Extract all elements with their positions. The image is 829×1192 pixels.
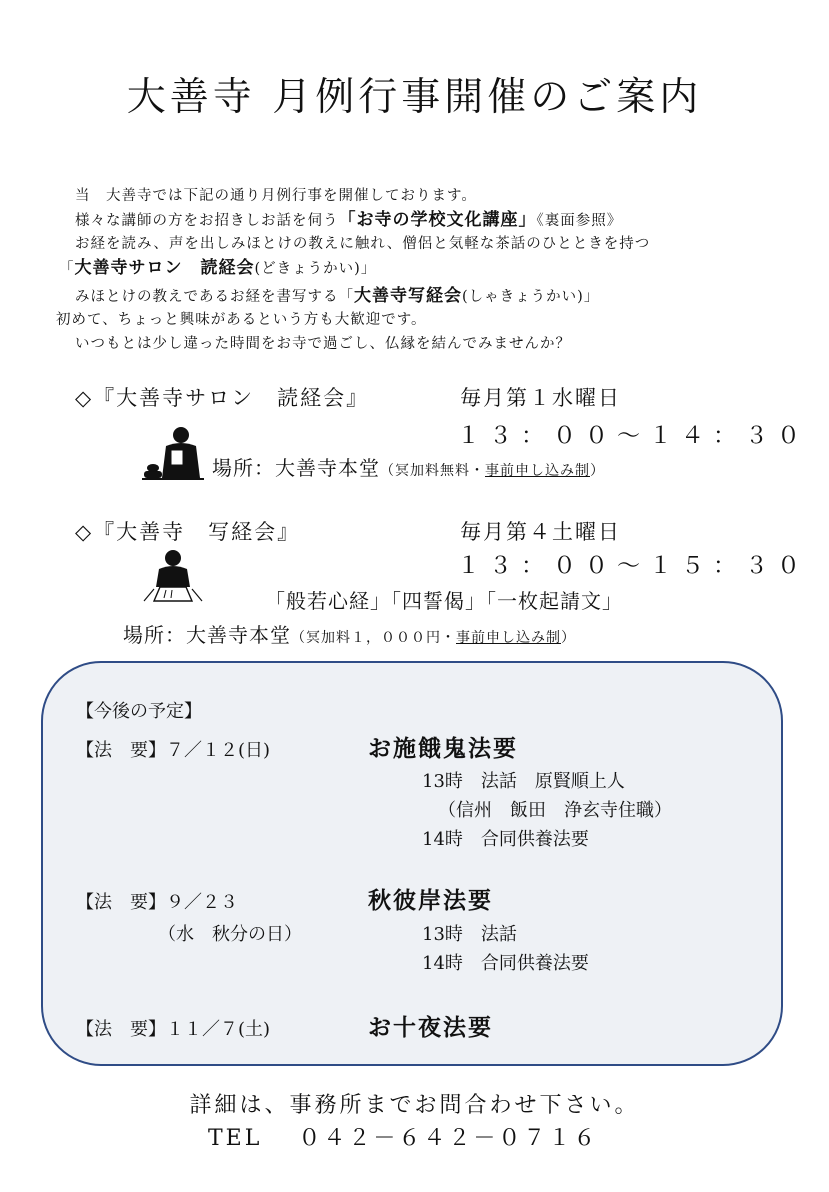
page-title: 大善寺 月例行事開催のご案内 xyxy=(126,75,703,120)
event-2-name: ◇『大善寺 写経会』 xyxy=(75,520,301,544)
intro-line-4 xyxy=(59,256,376,281)
intro-line-7: いつもとは少し違った時間をお寺で過ごし、仏縁を結んでみませんか？ xyxy=(75,336,571,352)
intro-line-4-c: (どきょうかい)」 xyxy=(254,261,377,277)
event-1-time: １３：００～１４：３０ xyxy=(457,423,809,449)
schedule-1-detail-2: （信州 飯田 浄玄寺住職） xyxy=(438,800,672,821)
event-2-time: １３：００～１５：３０ xyxy=(457,553,809,579)
event-2-place-label: 場所：大善寺本堂 xyxy=(123,623,291,647)
footer-contact: 詳細は、事務所までお問合わせ下さい。 xyxy=(189,1093,640,1118)
footer-tel-label: TEL xyxy=(208,1126,263,1151)
intro-line-3: お経を読み、声を出しみほとけの教えに触れ、僧侶と気軽な茶話のひとときを持つ xyxy=(75,236,651,252)
schedule-2-label: 【法 要】９／２３ xyxy=(76,892,238,913)
event-1-day: 毎月第１水曜日 xyxy=(460,386,621,410)
footer-tel xyxy=(208,1121,598,1152)
event-1-note-a: （冥加料無料・ xyxy=(380,463,485,479)
schedule-2-title: 秋彼岸法要 xyxy=(368,887,493,914)
event-1-note-c: ） xyxy=(590,463,605,479)
event-1-note-b: 事前申し込み制 xyxy=(485,463,590,479)
schedule-3-title: お十夜法要 xyxy=(368,1014,493,1041)
event-1-place-label: 場所：大善寺本堂 xyxy=(212,456,380,480)
schedule-1-detail-3: 14時 合同供養法要 xyxy=(422,829,589,850)
schedule-2-sub: （水 秋分の日） xyxy=(158,924,302,945)
sutra-copying-person-icon xyxy=(140,549,206,605)
schedule-3-label: 【法 要】１１／７(土) xyxy=(76,1019,271,1040)
schedule-2-detail-2: 14時 合同供養法要 xyxy=(422,953,589,974)
event-2-place xyxy=(123,619,576,648)
event-2-note-c: ） xyxy=(561,630,576,646)
intro-line-1: 当 大善寺では下記の通り月例行事を開催しております。 xyxy=(75,188,477,204)
event-1-place xyxy=(212,452,605,481)
intro-line-2 xyxy=(75,208,622,233)
intro-line-4-a: 「 xyxy=(59,261,75,277)
schedule-1-title: お施餓鬼法要 xyxy=(368,735,518,762)
footer-tel-number: ０４２－６４２－０７１６ xyxy=(298,1126,599,1151)
intro-line-2-c: 《裏面参照》 xyxy=(536,213,623,229)
intro-line-5-b: 大善寺写経会 xyxy=(354,286,462,306)
sutra-reading-person-icon xyxy=(140,426,208,484)
intro-line-2-a: 様々な講師の方をお招きしお話を伺う xyxy=(75,213,339,229)
schedule-heading: 【今後の予定】 xyxy=(76,701,202,722)
event-1-name: ◇『大善寺サロン 読経会』 xyxy=(75,386,370,410)
schedule-2-detail-1: 13時 法話 xyxy=(422,924,517,945)
event-2-note-b: 事前申し込み制 xyxy=(456,630,561,646)
intro-line-6: 初めて、ちょっと興味があるという方も大歓迎です。 xyxy=(56,312,427,328)
event-2-sutras: 「般若心経」「四誓偈」「一枚起請文」 xyxy=(265,589,623,613)
intro-line-4-b: 大善寺サロン 読経会 xyxy=(74,258,255,278)
intro-line-2-b: 「お寺の学校文化講座」 xyxy=(338,210,537,230)
intro-line-5-c: (しゃきょうかい)」 xyxy=(462,289,600,305)
schedule-1-detail-1: 13時 法話 原賢順上人 xyxy=(422,771,625,792)
event-2-day: 毎月第４土曜日 xyxy=(460,520,621,544)
intro-line-5-a: みほとけの教えであるお経を書写する「 xyxy=(75,289,354,305)
schedule-1-label: 【法 要】７／１２(日) xyxy=(76,740,271,761)
intro-line-5 xyxy=(75,284,599,309)
event-2-note-a: （冥加料１，０００円・ xyxy=(291,630,456,646)
